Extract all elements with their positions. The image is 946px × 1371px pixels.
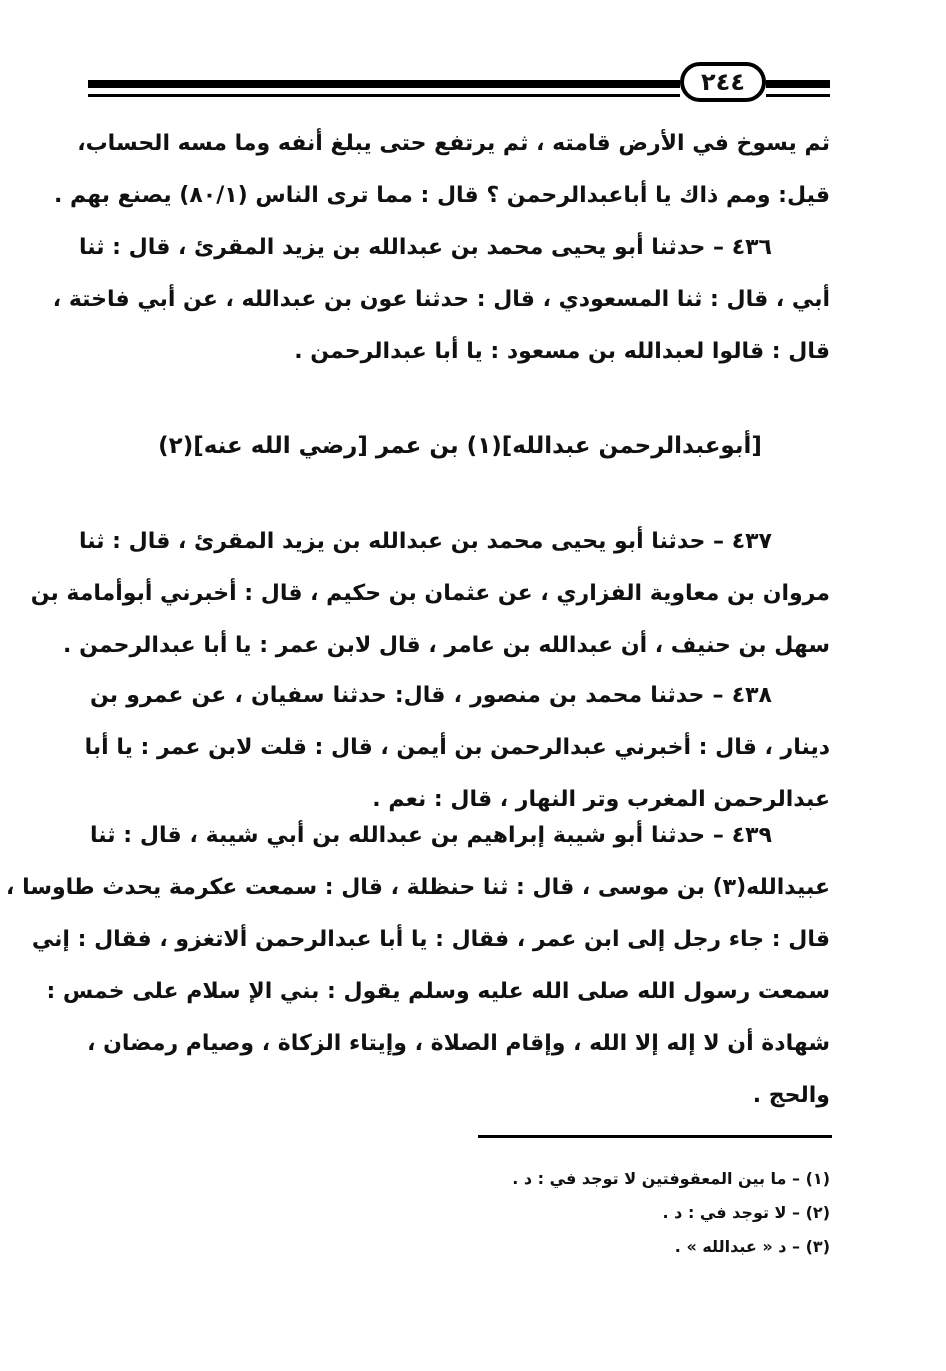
text-line: قال : قالوا لعبدالله بن مسعود : يا أبا عبدالرحمن . [294, 339, 830, 364]
hadith-438 [84, 670, 830, 826]
footnotes [90, 1162, 830, 1264]
text-line: ٤٣٨ – حدثنا محمد بن منصور ، قال: حدثنا سفيان ، عن عمرو بن [90, 683, 772, 708]
hadith-437 [30, 516, 830, 672]
text-line: مروان بن معاوية الفزاري ، عن عثمان بن حكيم ، قال : أخبرني أبوأمامة بن [30, 581, 830, 606]
text-line: ٤٣٩ – حدثنا أبو شيبة إبراهيم بن عبدالله بن أبي شيبة ، قال : ثنا [90, 823, 772, 848]
footnote: (٢) – لا توجد في : د . [662, 1203, 830, 1222]
hadith-439 [6, 810, 830, 1122]
text-line: قال : جاء رجل إلى ابن عمر ، فقال : يا أبا عبدالرحمن ألاتغزو ، فقال : إني [31, 927, 830, 952]
text-line: ٤٣٦ – حدثنا أبو يحيى محمد بن عبدالله بن يزيد المقرئ ، قال : ثنا [79, 235, 772, 260]
hadith-436 [52, 222, 830, 378]
text-line: والحج . [752, 1083, 830, 1108]
footnote-rule [478, 1135, 832, 1138]
footnote: (١) – ما بين المعقوفتين لا توجد في : د . [512, 1169, 830, 1188]
header-rule-thick-left [88, 80, 680, 88]
section-heading: [أبوعبدالرحمن عبدالله](١) بن عمر [رضي الله عنه](٢) [158, 433, 762, 459]
header-rule-thick-right [766, 80, 830, 88]
text-line: شهادة أن لا إله إلا الله ، وإقام الصلاة ، وإيتاء الزكاة ، وصيام رمضان ، [87, 1031, 830, 1056]
text-line: أبي ، قال : ثنا المسعودي ، قال : حدثنا عون بن عبدالله ، عن أبي فاختة ، [52, 287, 830, 312]
text-line: سهل بن حنيف ، أن عبدالله بن عامر ، قال لابن عمر : يا أبا عبدالرحمن . [63, 633, 830, 658]
text-line: دينار ، قال : أخبرني عبدالرحمن بن أيمن ، قال : قلت لابن عمر : يا أبا [84, 735, 830, 760]
text-block-continuation [53, 118, 830, 222]
text-line: ثم يسوخ في الأرض قامته ، ثم يرتفع حتى يبلغ أنفه وما مسه الحساب، [77, 131, 830, 156]
text-line: عبيدالله(٣) بن موسى ، قال : ثنا حنظلة ، قال : سمعت عكرمة يحدث طاوسا ، [6, 875, 830, 900]
text-line: قيل: ومم ذاك يا أباعبدالرحمن ؟ قال : مما ترى الناس (٨٠/١) يصنع بهم . [53, 183, 830, 208]
header-rule-thin-left [88, 94, 680, 97]
text-line: سمعت رسول الله صلى الله عليه وسلم يقول : بني الإ سلام على خمس : [46, 979, 830, 1004]
text-line: ٤٣٧ – حدثنا أبو يحيى محمد بن عبدالله بن يزيد المقرئ ، قال : ثنا [79, 529, 772, 554]
header-rule-thin-right [766, 94, 830, 97]
text-line: عبدالرحمن المغرب وتر النهار ، قال : نعم . [372, 787, 830, 812]
footnote: (٣) – د « عبدالله » . [674, 1237, 830, 1256]
page-number: ٢٤٤ [680, 62, 766, 102]
